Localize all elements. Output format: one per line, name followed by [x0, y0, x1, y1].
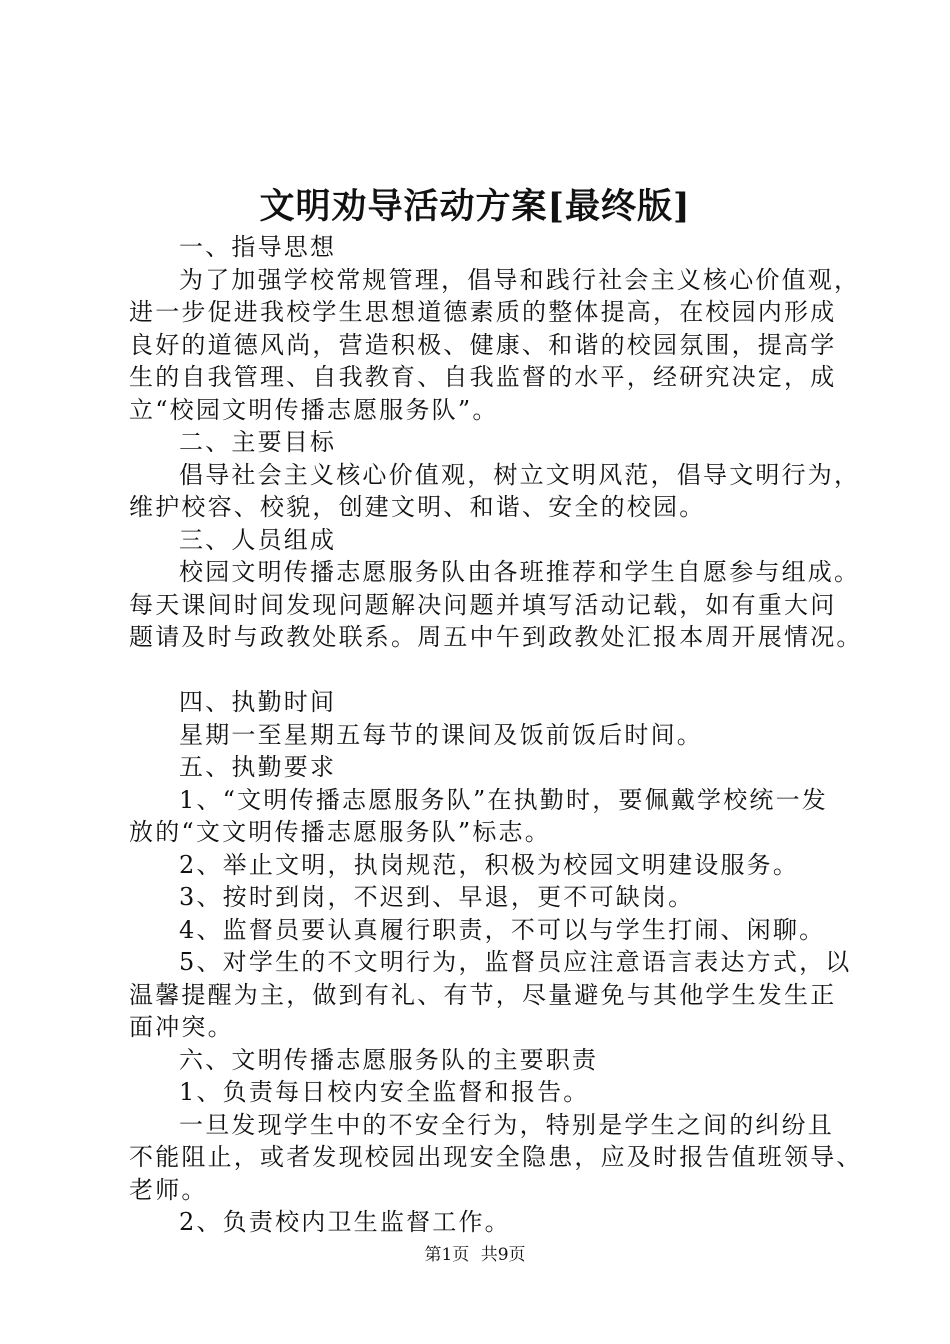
page-footer [0, 1243, 950, 1267]
text-line: 4、监督员要认真履行职责，不可以与学生打闹、闲聊。 [179, 915, 826, 944]
text-line: 不能阻止，或者发现校园出现安全隐患，应及时报告值班领导、 [129, 1143, 863, 1171]
text-line: 四、执勤时间 [179, 688, 337, 716]
text-line: 面冲突。 [129, 1013, 234, 1041]
blank-line [129, 654, 851, 687]
text-line: 放的“文文明传播志愿服务队”标志。 [129, 818, 551, 846]
text-line: 温馨提醒为主，做到有礼、有节，尽量避免与其他学生发生正 [129, 980, 837, 1009]
text-line: 良好的道德风尚，营造积极、健康、和谐的校园氛围，提高学 [129, 330, 837, 359]
text-line: 校园文明传播志愿服务队由各班推荐和学生自愿参与组成。 [179, 558, 861, 586]
text-line: 维护校容、校貌，创建文明、和谐、安全的校园。 [129, 493, 706, 521]
text-line: 六、文明传播志愿服务队的主要职责 [179, 1045, 599, 1074]
document-body [129, 231, 863, 1239]
text-line: 为了加强学校常规管理，倡导和践行社会主义核心价值观， [179, 265, 861, 294]
text-line: 倡导社会主义核心价值观，树立文明风范，倡导文明行为， [179, 460, 861, 489]
document-title: 文明劝导活动方案[最终版] [259, 186, 691, 227]
text-line: 生的自我管理、自我教育、自我监督的水平，经研究决定，成 [129, 363, 837, 391]
text-line: 立“校园文明传播志愿服务队”。 [129, 395, 499, 424]
text-line: 一旦发现学生中的不安全行为，特别是学生之间的纠纷且 [179, 1110, 834, 1139]
text-line: 1、负责每日校内安全监督和报告。 [179, 1078, 590, 1106]
page-number: 第1页 [424, 1245, 470, 1265]
text-line: 2、举止文明，执岗规范，积极为校园文明建设服务。 [179, 850, 800, 879]
text-line: 星期一至星期五每节的课间及饭前饭后时间。 [179, 720, 703, 749]
text-line: 五、执勤要求 [179, 753, 337, 781]
text-line: 二、主要目标 [179, 428, 337, 456]
text-line: 题请及时与政教处联系。周五中午到政教处汇报本周开展情况。 [129, 623, 863, 651]
text-line: 一、指导思想 [179, 233, 337, 261]
text-line: 1、“文明传播志愿服务队”在执勤时，要佩戴学校统一发 [179, 785, 829, 814]
text-line: 每天课间时间发现问题解决问题并填写活动记载，如有重大问 [129, 590, 837, 619]
text-line: 进一步促进我校学生思想道德素质的整体提高，在校园内形成 [129, 298, 837, 326]
text-line: 2、负责校内卫生监督工作。 [179, 1208, 511, 1236]
text-line: 老师。 [129, 1175, 208, 1204]
page-total: 共9页 [480, 1245, 526, 1265]
text-line: 3、按时到岗，不迟到、早退，更不可缺岗。 [179, 883, 695, 911]
text-line: 5、对学生的不文明行为，监督员应注意语言表达方式，以 [179, 948, 852, 976]
text-line: 三、人员组成 [179, 525, 337, 554]
